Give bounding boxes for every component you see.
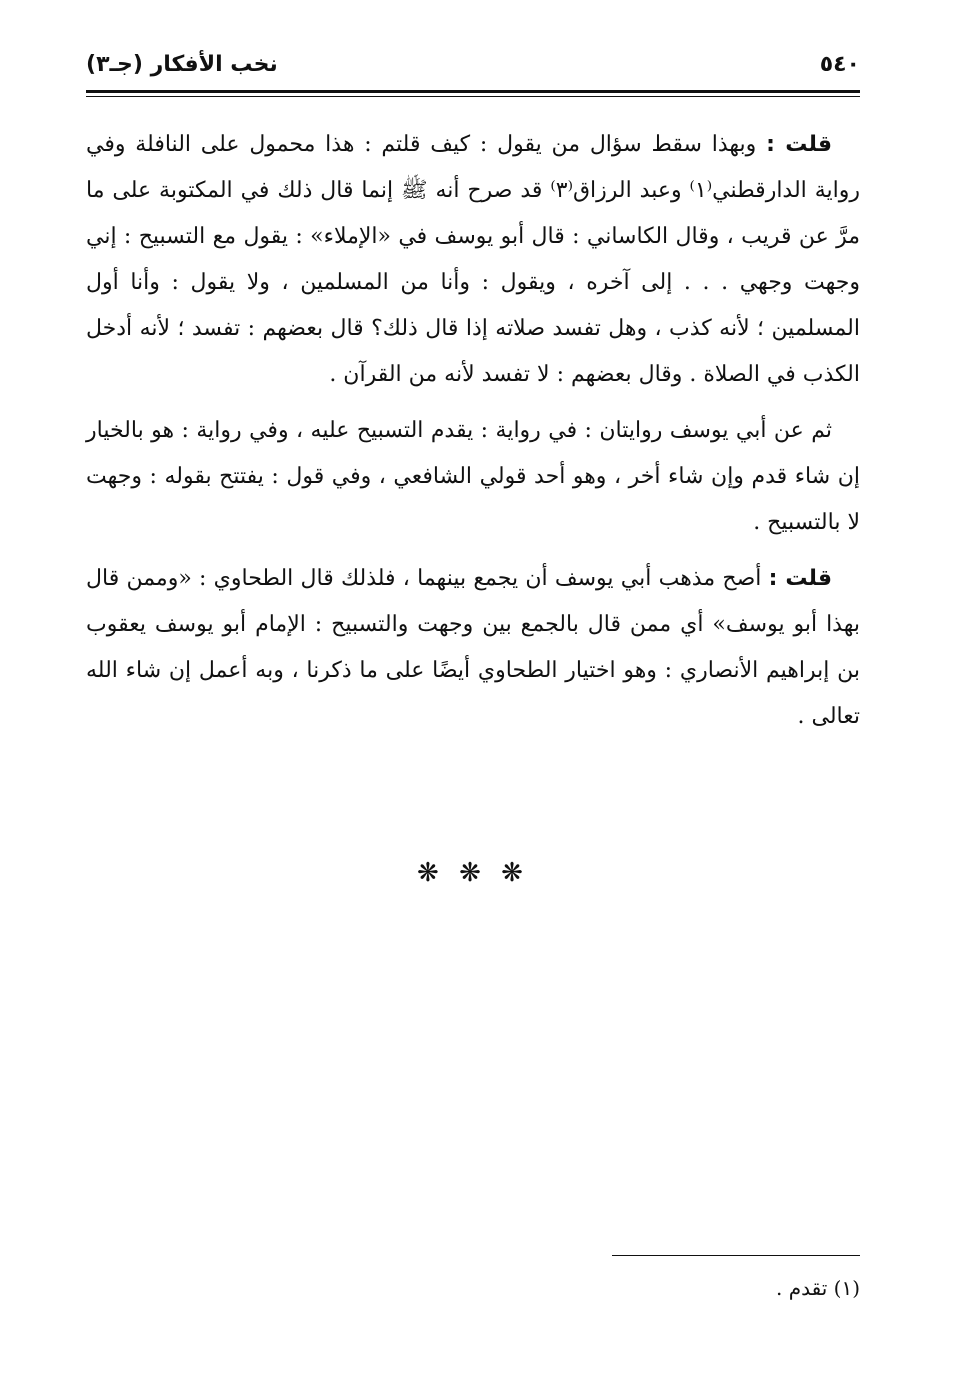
paragraph-text: ثم عن أبي يوسف روايتان : في رواية : يقدم التسبيح عليه ، وفي رواية : هو بالخيار إن شاء قدم وإن شاء أخر ، وهو أحد قولي الشافعي ، وفي قول : يفتتح بقوله : وجهت لا بالتسبيح . [86,418,860,535]
paragraph-lead: قلت : [766,132,832,157]
paragraph-text: أصح مذهب أبي يوسف أن يجمع بينهما ، فلذلك قال الطحاوي : «وممن قال بهذا أبو يوسف» أي ممن قال بالجمع بين وجهت والتسبيح : الإمام أبو يوسف يعقوب بن إبراهيم الأنصاري : وهو اختيار الطحاوي أيضًا على ما ذكرنا ، وبه أعمل إن شاء الله تعالى . [86,566,860,729]
paragraph-2 [86,408,860,546]
page-number: ٥٤٠ [819,52,860,77]
footnote: (١) تقدم . [775,1276,860,1300]
footnote-rule [612,1255,860,1256]
page-header [86,52,860,92]
paragraph-3 [86,556,860,740]
running-title: نخب الأفكار (جـ٣) [86,52,278,77]
header-rule-thick [86,90,860,93]
paragraph-lead: قلت : [768,566,832,591]
section-separator: ❋ ❋ ❋ [417,858,529,888]
paragraph-1 [86,122,860,398]
header-rule-thin [86,96,860,97]
main-text [86,122,860,750]
paragraph-text: وبهذا سقط سؤال من يقول : كيف قلتم : هذا محمول على النافلة وفي رواية الدارقطني⁽١⁾ وعبد الرزاق⁽٣⁾ قد صرح أنه ﷺ إنما قال ذلك في المكتوبة على ما مرَّ عن قريب ، وقال الكاساني : قال أبو يوسف في «الإملاء» : يقول مع التسبيح : إني وجهت وجهي . . . إلى آخره ، ويقول : وأنا من المسلمين ، ولا يقول : وأنا أول المسلمين ؛ لأنه كذب ، وهل تفسد صلاته إذا قال ذلك؟ قال بعضهم : تفسد ؛ لأنه أدخل الكذب في الصلاة . وقال بعضهم : لا تفسد لأنه من القرآن . [86,132,860,387]
